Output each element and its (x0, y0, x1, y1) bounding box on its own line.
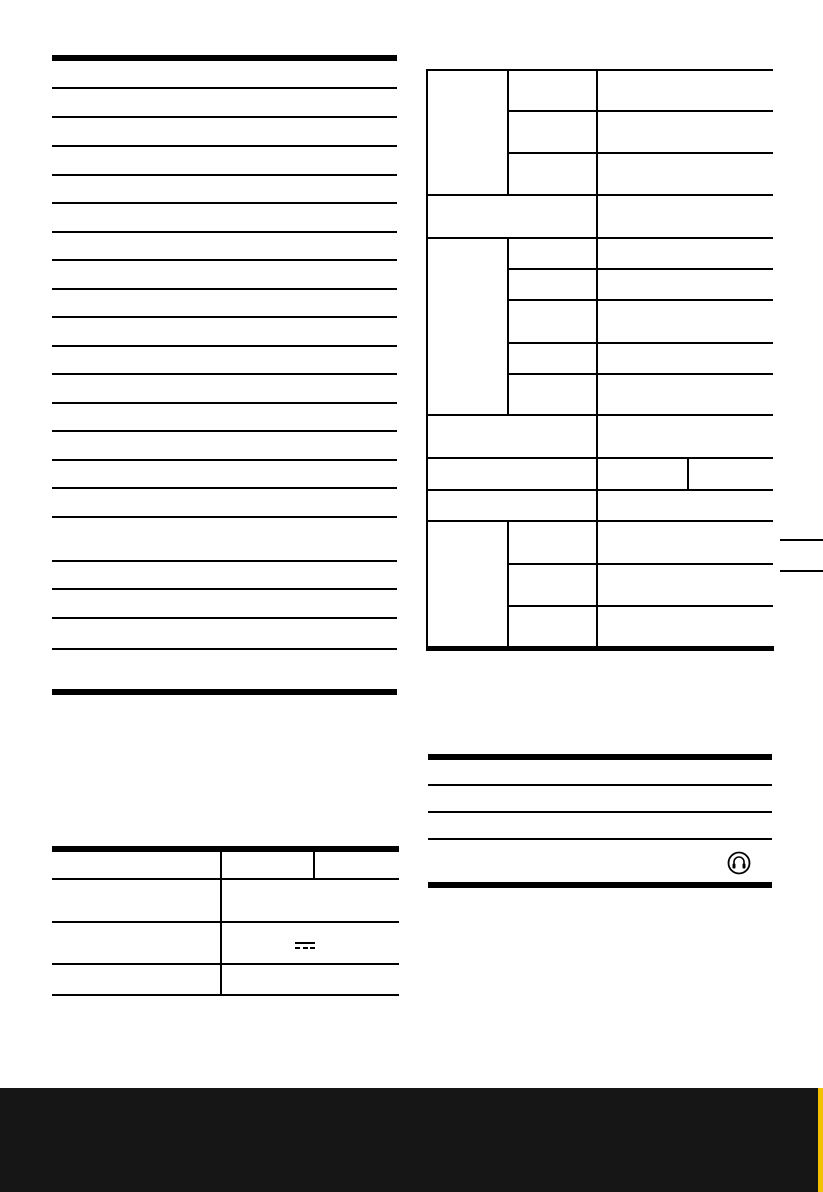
side-tab-marker (780, 539, 823, 541)
technical-data-top-rule (52, 846, 399, 852)
technical-data-bottom-rule (52, 994, 399, 996)
spec-table-left-edge (426, 69, 428, 648)
spec-table-row-divider (507, 342, 773, 344)
spec-table-row-divider (507, 110, 773, 112)
direct-current-symbol (295, 942, 315, 950)
spec-table-bottom-rule (426, 646, 774, 651)
spec-table-column-divider (596, 69, 598, 648)
spec-table-row-divider (426, 457, 773, 459)
components-list-bottom-rule (52, 689, 397, 695)
components-list-row-divider (52, 259, 397, 261)
components-list-row-divider (52, 648, 397, 650)
noise-table-row-divider (428, 838, 772, 840)
noise-table-top-rule (428, 754, 772, 760)
spec-table-top-rule (426, 69, 773, 71)
spec-table-row-divider (507, 563, 773, 565)
components-list-top-rule (52, 55, 397, 61)
components-list-row-divider (52, 373, 397, 375)
spec-table-row-divider (507, 299, 773, 301)
components-list-row-divider (52, 316, 397, 318)
components-list-row-divider (52, 617, 397, 619)
components-list-row-divider (52, 516, 397, 518)
technical-data-row-divider (52, 878, 399, 880)
components-list-row-divider (52, 288, 397, 290)
components-list-row-divider (52, 116, 397, 118)
spec-table-column-divider (507, 238, 509, 414)
technical-data-row-divider (52, 921, 399, 923)
spec-table-row-divider (426, 194, 773, 196)
components-list-row-divider (52, 87, 397, 89)
spec-table-column-divider (507, 520, 509, 648)
components-list-row-divider (52, 459, 397, 461)
components-list-row-divider (52, 345, 397, 347)
spec-table-row-divider (426, 489, 773, 491)
noise-table-row-divider (428, 784, 772, 786)
spec-table-row-divider (507, 152, 773, 154)
components-list-row-divider (52, 430, 397, 432)
spec-table-row-divider (507, 268, 773, 270)
technical-data-column-divider (313, 852, 315, 878)
components-list-row-divider (52, 202, 397, 204)
technical-data-column-divider (220, 852, 222, 995)
noise-table-bottom-rule (428, 882, 772, 888)
spec-table-row-divider (426, 520, 773, 522)
spec-table-row-divider (426, 237, 773, 239)
ear-protection-icon (727, 851, 751, 875)
spec-table-column-divider (507, 69, 509, 194)
spec-table-row-divider (426, 414, 773, 416)
spec-table-row-divider (507, 373, 773, 375)
footer-band (0, 1088, 818, 1192)
components-list-row-divider (52, 231, 397, 233)
components-list-row-divider (52, 145, 397, 147)
side-tab-marker (780, 570, 823, 572)
spec-table-column-divider (687, 458, 689, 489)
spec-table-row-divider (507, 605, 773, 607)
noise-table-row-divider (428, 811, 772, 813)
components-list-row-divider (52, 402, 397, 404)
technical-data-row-divider (52, 963, 399, 965)
components-list-row-divider (52, 487, 397, 489)
edge-accent-strip (818, 1088, 823, 1192)
components-list-row-divider (52, 174, 397, 176)
components-list-row-divider (52, 588, 397, 590)
components-list-row-divider (52, 560, 397, 562)
